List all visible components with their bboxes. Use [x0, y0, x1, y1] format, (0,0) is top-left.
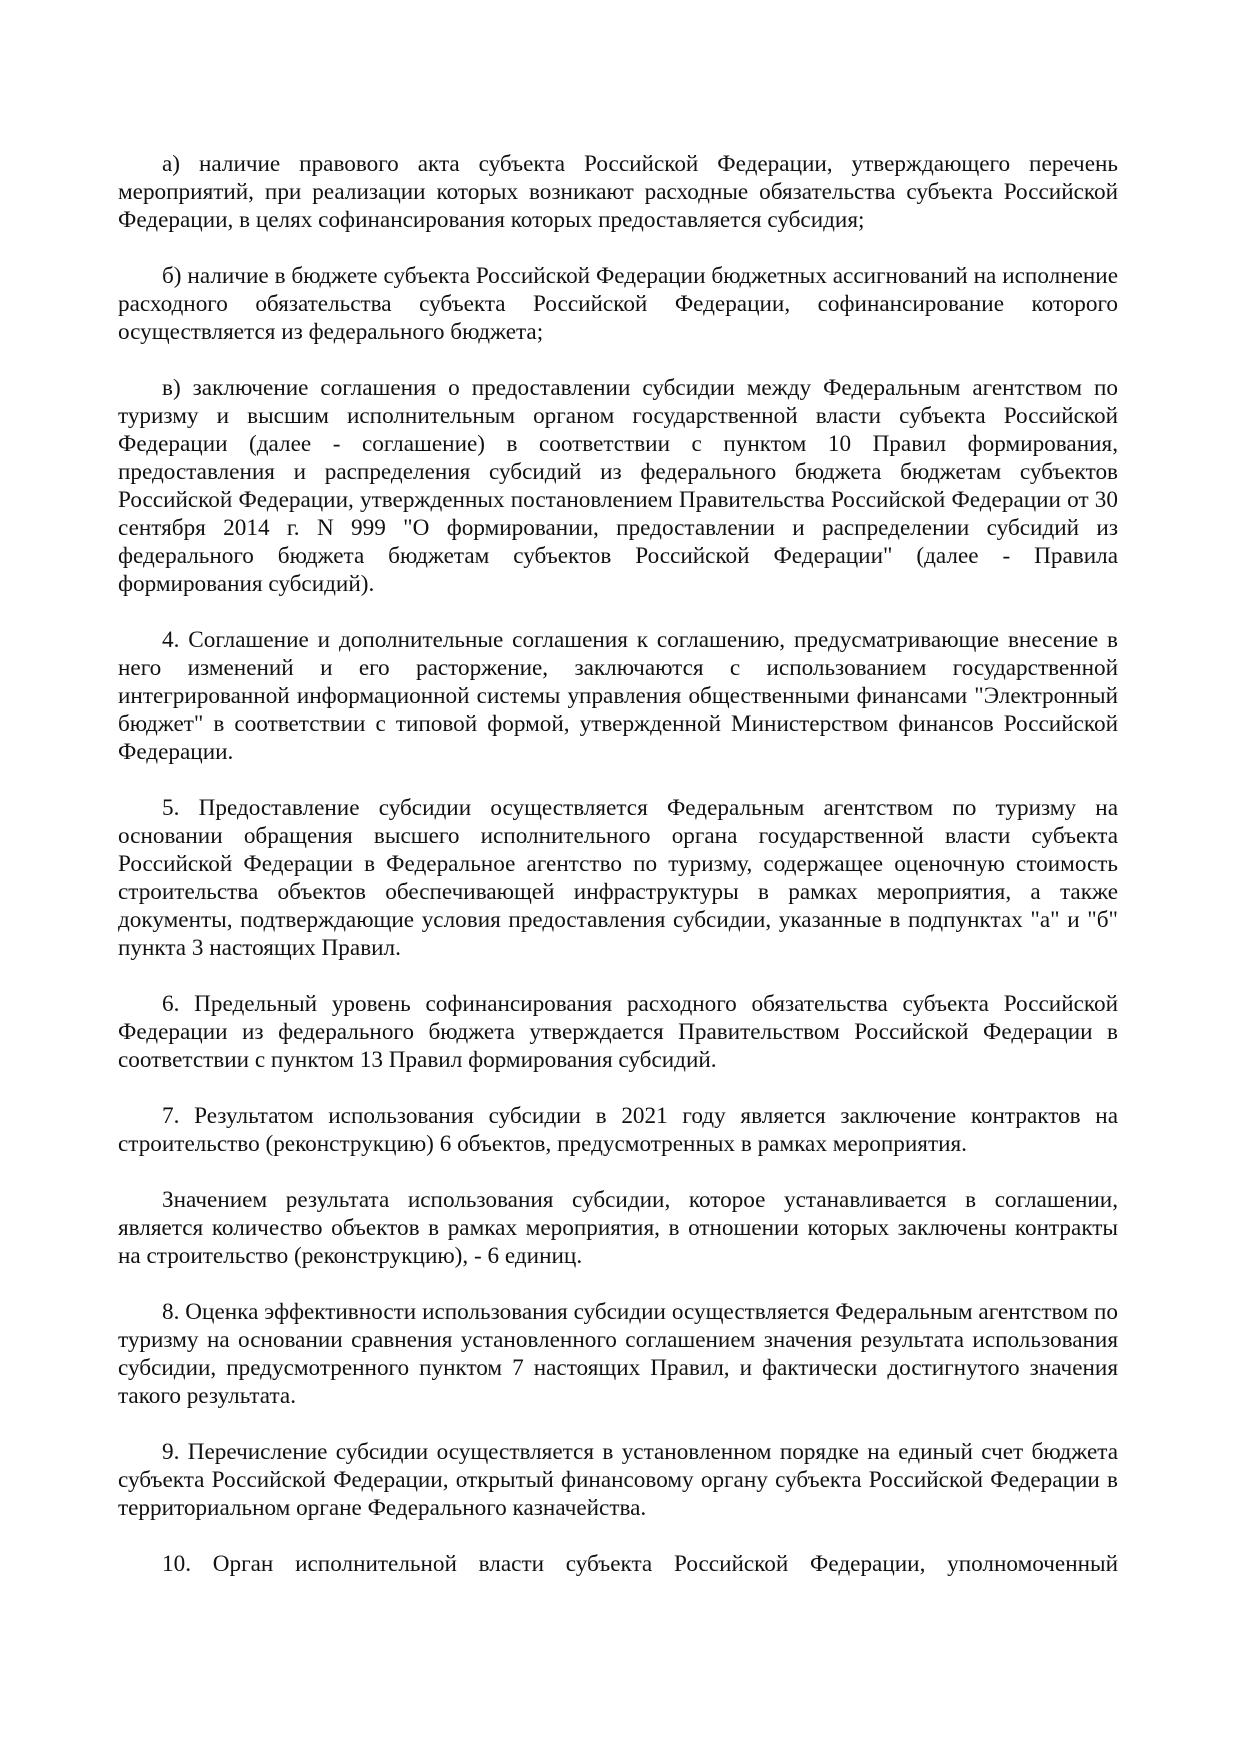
paragraph-3b: б) наличие в бюджете субъекта Российской Федерации бюджетных ассигнований на исполнение расходного обязательства субъекта Российской Федерации, софинансирование которого осуществляется из федерального бюджета; — [118, 263, 1118, 345]
paragraph-5: 5. Предоставление субсидии осуществляется Федеральным агентством по туризму на основании обращения высшего исполнительного органа государственной власти субъекта Российской Федерации в Федеральное агентство по туризму, содержащее оценочную стоимость строительства объектов обеспечивающей инфраструктуры в рамках мероприятия, а также документы, подтверждающие условия предоставления субсидии, указанные в подпунктах "а" и "б" пункта 3 настоящих Правил. — [118, 795, 1118, 961]
paragraph-4: 4. Соглашение и дополнительные соглашения к соглашению, предусматривающие внесение в него изменений и его расторжение, заключаются с использованием государственной интегрированной информационной системы управления общественными финансами "Электронный бюджет" в соответствии с типовой формой, утвержденной Министерством финансов Российской Федерации. — [118, 627, 1118, 765]
paragraph-7-result-value: Значением результата использования субсидии, которое устанавливается в соглашении, является количество объектов в рамках мероприятия, в отношении которых заключены контракты на строительство (реконструкцию), - 6 единиц. — [118, 1187, 1118, 1269]
paragraph-8: 8. Оценка эффективности использования субсидии осуществляется Федеральным агентством по туризму на основании сравнения установленного соглашением значения результата использования субсидии, предусмотренного пунктом 7 настоящих Правил, и фактически достигнутого значения такого результата. — [118, 1299, 1118, 1409]
document-body — [118, 150, 1118, 1606]
paragraph-9: 9. Перечисление субсидии осуществляется в установленном порядке на единый счет бюджета субъекта Российской Федерации, открытый финансовому органу субъекта Российской Федерации в территориальном органе Федерального казначейства. — [118, 1439, 1118, 1521]
paragraph-10: 10. Орган исполнительной власти субъекта Российской Федерации, уполномоченный — [162, 1551, 1118, 1577]
paragraph-6: 6. Предельный уровень софинансирования расходного обязательства субъекта Российской Федерации из федерального бюджета утверждается Правительством Российской Федерации в соответствии с пунктом 13 Правил формирования субсидий. — [118, 991, 1118, 1073]
paragraph-7: 7. Результатом использования субсидии в 2021 году является заключение контрактов на строительство (реконструкцию) 6 объектов, предусмотренных в рамках мероприятия. — [118, 1103, 1118, 1157]
paragraph-3v: в) заключение соглашения о предоставлении субсидии между Федеральным агентством по туризму и высшим исполнительным органом государственной власти субъекта Российской Федерации (далее - соглашение) в соответствии с пунктом 10 Правил формирования, предоставления и распределения субсидий из федерального бюджета бюджетам субъектов Российской Федерации, утвержденных постановлением Правительства Российской Федерации от 30 сентября 2014 г. N 999 "О формировании, предоставлении и распределении субсидий из федерального бюджета бюджетам субъектов Российской Федерации" (далее - Правила формирования субсидий). — [118, 375, 1118, 597]
paragraph-3a: а) наличие правового акта субъекта Российской Федерации, утверждающего перечень мероприятий, при реализации которых возникают расходные обязательства субъекта Российской Федерации, в целях софинансирования которых предоставляется субсидия; — [118, 151, 1118, 233]
